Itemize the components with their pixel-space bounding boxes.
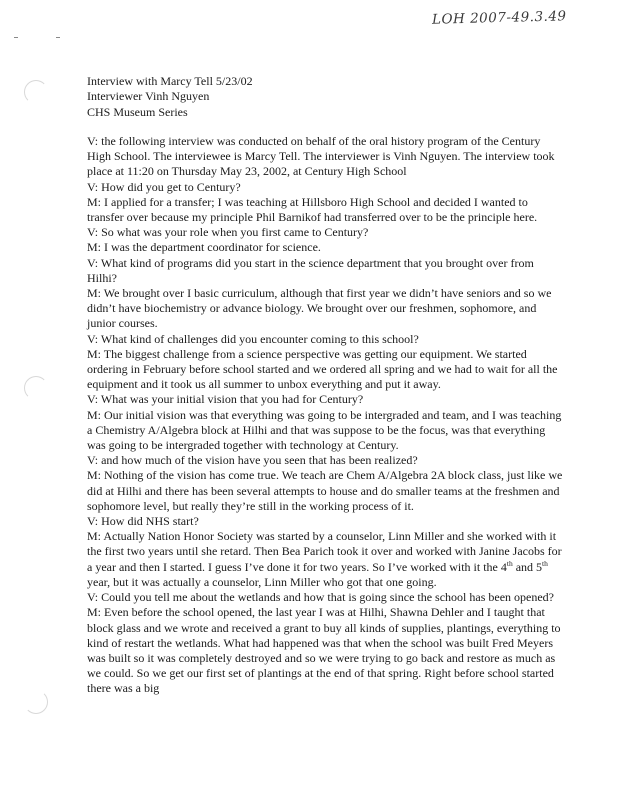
answer: M: We brought over I basic curriculum, although that first year we didn’t have seniors and so we didn’t have biochemistry or advance biology. We brought over our freshmen, sophomore, and junior courses. — [87, 286, 552, 331]
answer: M: Even before the school opened, the last year I was at Hilhi, Shawna Dehler and I taught that block glass and we wrote and received a grant to buy all kinds of supplies, plantings, everything to kind of restart the wetlands. What had happened was that when the school was built Fred Meyers was built so it was completely destroyed and so we were trying to go back and restore as much as we could. So we get our first set of plantings at the end of that spring. Right before school started there was a big — [87, 605, 561, 696]
answer: M: Our initial vision was that everything was going to be intergraded and team, and I was teaching a Chemistry A/Algebra block at Hilhi and that was suppose to be the focus, was that everything was going to be intergraded together with technology at Century. — [87, 407, 562, 453]
question: V: So what was your role when you first came to Century? — [87, 225, 369, 240]
header-title: Interview with Marcy Tell 5/23/02 — [87, 74, 253, 88]
answer-nhs — [87, 529, 565, 590]
question: V: Could you tell me about the wetlands and how that is going since the school has been opened? — [87, 590, 555, 605]
answer: M: The biggest challenge from a science perspective was getting our equipment. We started ordering in February before school started and we ordered all spring and we had to wait for all the equipment and it took us all summer to unbox everything and put it away. — [87, 346, 558, 392]
answer: M: Nothing of the vision has come true. We teach are Chem A/Algebra 2A block class, just like we did at Hilhi and there has been several attempts to house and do smaller teams at the freshmen and sophomore level, but really they’re still in the working process of it. — [87, 468, 563, 513]
question: V: What was your initial vision that you had for Century? — [87, 392, 364, 407]
scan-mark — [56, 37, 60, 38]
accession-number: LOH 2007-49.3.49 — [431, 8, 567, 28]
ordinal-suffix: th — [506, 558, 513, 568]
header-interviewer: Interviewer Vinh Nguyen — [87, 89, 210, 104]
question: V: How did NHS start? — [87, 514, 199, 529]
scan-mark — [14, 37, 18, 38]
question: V: and how much of the vision have you seen that has been realized? — [87, 453, 418, 468]
paragraph-intro: V: the following interview was conducted on behalf of the oral history program of the Century High School. The interviewee is Marcy Tell. The interviewer is Vinh Nguyen. The interview took place at 11:20 on Thursday May 23, 2002, at Century High School — [87, 134, 555, 179]
transcript-body — [87, 134, 565, 697]
answer-text: year, but it was actually a counselor, Linn Miller who got that one going. — [87, 574, 437, 589]
punch-hole — [24, 690, 48, 714]
question: V: What kind of challenges did you encounter coming to this school? — [87, 331, 419, 346]
answer-text: and 5 — [512, 559, 543, 574]
question: V: How did you get to Century? — [87, 179, 241, 194]
header-series: CHS Museum Series — [87, 104, 188, 119]
answer-text: M: Actually Nation Honor Society was started by a counselor, Linn Miller and she worked with it the first two years until she retard. Then Bea Parich took it over and worked with Janine Jacobs for a year and then I started. I guess I’ve done it for two years. So I’ve worked with it the 4 — [87, 529, 562, 574]
ordinal-suffix: th — [542, 558, 548, 568]
document-header — [87, 74, 253, 120]
answer: M: I applied for a transfer; I was teaching at Hillsboro High School and decided I wanted to transfer over because my principle Phil Barnikof had transferred over to be the principle here. — [87, 194, 538, 225]
punch-hole — [24, 80, 48, 104]
question: V: What kind of programs did you start in the science department that you brought over from Hilhi? — [87, 255, 534, 285]
answer: M: I was the department coordinator for science. — [87, 240, 321, 255]
punch-hole — [24, 376, 48, 400]
